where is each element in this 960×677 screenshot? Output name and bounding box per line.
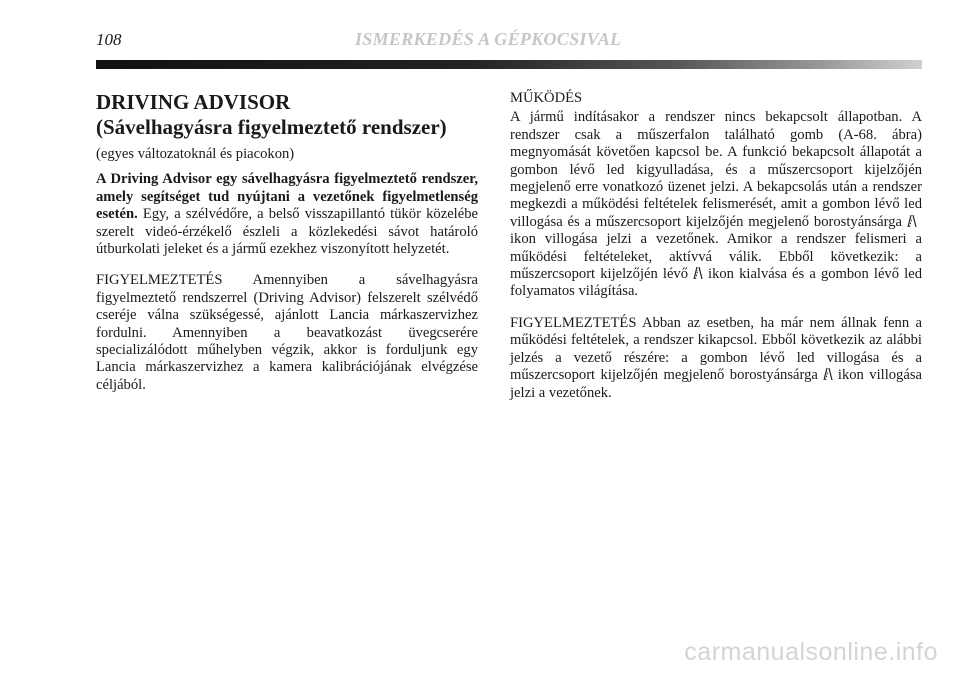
warning-text-1: FIGYELMEZTETÉS Abban az esetben, ha már nem állnak fenn a működési feltételek, a rendszer kikapcsol. Ebből következik az alábbi jelzés a vezető részére: a gombon lévő led villogása és a műszercsoport kijelzőjén megjelenő borostyánsárga	[510, 314, 922, 384]
warning-text-2: ikon villogása jelzi a vezetőnek.	[510, 367, 922, 401]
section-subtitle: (Sávelhagyásra figyelmeztető rendszer)	[96, 115, 447, 139]
operation-text-3: ikon kialvása és a gombon lévő led folyamatos világítása.	[510, 266, 922, 300]
section-title: DRIVING ADVISOR	[96, 90, 291, 114]
operation-text-1: A jármű indításakor a rendszer nincs bekapcsolt állapotban. A rendszer csak a műszerfalon található gomb (A-68. ábra) megnyomását követően kapcsol be. A funkció bekapcsolt állapotát a gombon lévő led kigyulladása, és a műszercsoport kijelzőjén megjelenő erre vonatkozó üzenet jelzi. A bekapcsolás után a rendszer megkezdi a működési feltételek felismerését, amit a gombon lévő led villogása és a műszercsoport kijelzőjén megjelenő borostyánsárga	[510, 109, 922, 230]
right-column	[510, 90, 922, 402]
warning-paragraph: FIGYELMEZTETÉS Amennyiben a sávelhagyásra figyelmeztető rendszerrel (Driving Advisor) felszerelt szélvédő cseréje válna szükségessé, ajánlott Lancia márkaszervizhez fordulni. Amennyiben a beavatkozást üvegcserére specializálódott műhelyben végzik, akkor is forduljunk egy Lancia márkaszervizhez a kamera kalibrációjának elvégzése céljából.	[96, 272, 478, 393]
lane-departure-icon	[906, 214, 918, 228]
left-column	[96, 90, 478, 394]
operation-text-2: ikon villogása jelzi a vezetőnek. Amikor a rendszer felismeri a működési feltételeket, aktívvá válik. Ebből következik: a műszercsoport kijelzőjén lévő	[510, 231, 922, 283]
lane-departure-icon	[822, 367, 834, 381]
running-title: ISMERKEDÉS A GÉPKOCSIVAL	[355, 29, 622, 49]
intro-text: Egy, a szélvédőre, a belső visszapillantó tükör közelébe szerelt videó-érzékelő észleli a közlekedési sávot határoló útburkolati jeleket és a jármű ezekhez viszonyított helyzetét.	[96, 206, 478, 258]
intro-paragraph	[96, 171, 478, 258]
warning-paragraph-right	[510, 315, 922, 402]
operation-heading: MŰKÖDÉS	[510, 90, 583, 106]
page-number: 108	[96, 30, 122, 49]
intro-bold-text: A Driving Advisor egy sávelhagyásra figyelmeztető rendszer, amely segítséget tud nyújtani a vezetőnek figyelmetlenség esetén.	[96, 171, 478, 223]
availability-note: (egyes változatoknál és piacokon)	[96, 146, 295, 162]
operation-paragraph	[510, 109, 922, 300]
header-rule	[96, 60, 922, 69]
watermark: carmanualsonline.info	[684, 638, 938, 666]
lane-departure-icon	[692, 266, 704, 280]
